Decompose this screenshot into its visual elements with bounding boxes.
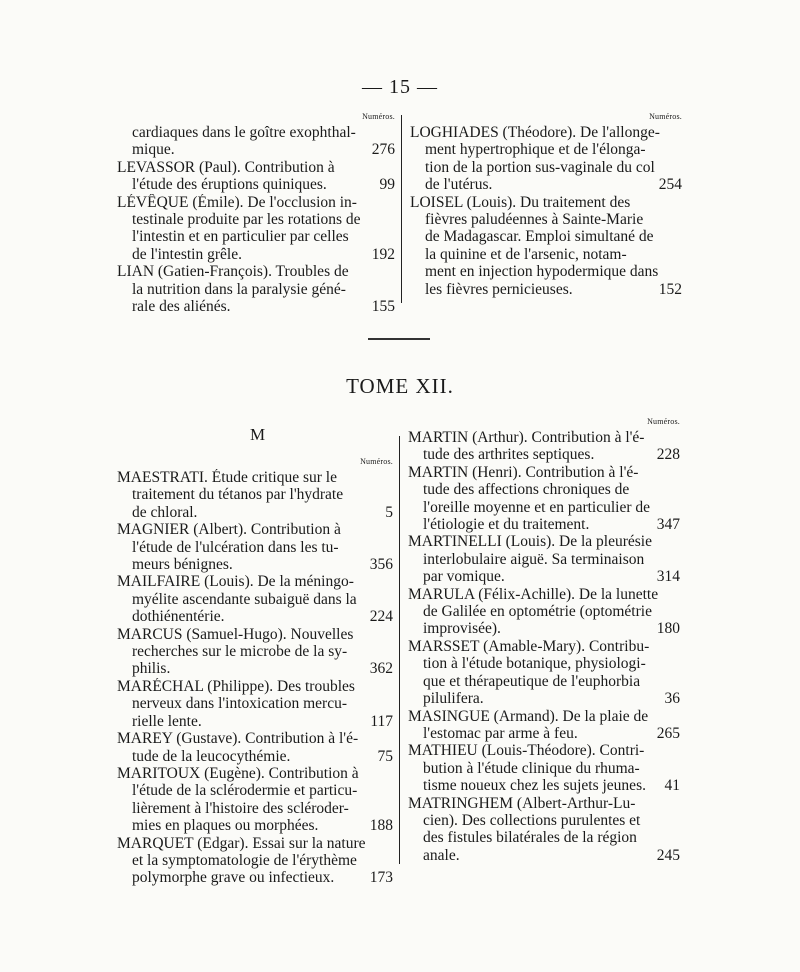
entry-line: LOGHIADES (Théodore). De l'allonge- <box>410 124 660 141</box>
index-entry <box>117 521 393 573</box>
section-letter: M <box>250 425 266 444</box>
bottom-right-column <box>408 417 680 864</box>
entry-number: 155 <box>371 298 395 316</box>
entry-text: tude de la leucocythémie. <box>132 747 291 765</box>
entry-text: de l'intestin grêle. <box>132 245 242 263</box>
section-separator <box>368 338 430 340</box>
entry-line: que et thérapeutique de l'euphorbia <box>423 672 641 690</box>
entry-line: MASINGUE (Armand). De la plaie de <box>408 707 649 725</box>
entry-line: MARCUS (Samuel-Hugo). Nouvelles <box>117 625 354 643</box>
entry-text: mies en plaques ou morphées. <box>132 817 319 835</box>
entry-line: recherches sur le microbe de la sy- <box>132 643 348 661</box>
entry-number: 347 <box>656 516 680 534</box>
index-entry <box>117 263 395 315</box>
entry-text: meurs bénignes. <box>132 556 233 574</box>
numeros-header: Numéros. <box>360 457 393 466</box>
entry-text: mique. <box>132 141 175 159</box>
entry-last-line <box>117 556 393 573</box>
page-number: — 15 — <box>362 76 438 98</box>
bottom-left-column <box>117 457 393 887</box>
entry-last-line <box>117 141 395 158</box>
entry-last-line <box>117 869 393 886</box>
entry-last-line <box>408 620 680 637</box>
entry-number: 180 <box>656 620 680 638</box>
entry-last-line <box>117 246 395 263</box>
index-entry <box>117 678 393 730</box>
entry-text: de chloral. <box>132 503 198 521</box>
top-left-column <box>117 112 395 315</box>
entry-line: MARÉCHAL (Philippe). Des troubles <box>117 677 355 695</box>
entry-line: bution à l'étude clinique du rhuma- <box>423 759 640 777</box>
index-entry <box>117 835 393 887</box>
index-entry <box>408 742 680 794</box>
entry-last-line <box>117 713 393 730</box>
entry-line: de Madagascar. Emploi simultané de <box>425 228 654 246</box>
index-entry <box>117 573 393 625</box>
entry-last-line <box>410 281 682 298</box>
index-entry <box>117 765 393 835</box>
entry-number: 117 <box>370 712 393 730</box>
index-entry <box>117 469 393 521</box>
entry-line: fièvres paludéennes à Sainte-Marie <box>425 211 644 229</box>
entry-number: 254 <box>658 176 682 194</box>
entry-text: improvisée). <box>423 620 501 638</box>
entry-line: des fistules bilatérales de la région <box>423 829 637 847</box>
entry-line: LIAN (Gatien-François). Troubles de <box>117 263 349 281</box>
entry-number: 265 <box>656 724 680 742</box>
entry-last-line <box>117 298 395 315</box>
index-entry <box>117 730 393 765</box>
entry-text: dothiénentérie. <box>132 608 225 626</box>
entry-line: cien). Des collections purulentes et <box>423 811 641 829</box>
entry-text: philis. <box>132 660 171 678</box>
top-right-column <box>410 112 682 298</box>
entry-number: 75 <box>377 747 393 765</box>
index-entry <box>410 194 682 298</box>
entry-number: 99 <box>379 176 395 194</box>
entry-line: LEVASSOR (Paul). Contribution à <box>117 158 335 176</box>
entry-line: tion à l'étude botanique, physiologi- <box>423 655 646 673</box>
entry-line: ment en injection hypodermique dans <box>425 263 659 281</box>
entry-line: tude des affections chroniques de <box>423 481 630 499</box>
entry-line: l'oreille moyenne et en particulier de <box>423 498 651 516</box>
entry-line: l'étude de la sclérodermie et particu- <box>132 782 358 800</box>
entry-text: polymorphe grave ou infectieux. <box>132 869 335 887</box>
entry-line: de Galilée en optométrie (optométrie <box>423 603 652 621</box>
entry-line: la quinine et de l'arsenic, notam- <box>425 245 627 263</box>
entry-number: 228 <box>656 446 680 464</box>
entry-last-line <box>117 608 393 625</box>
entry-line: myélite ascendante subaiguë dans la <box>132 590 357 608</box>
entry-line: MARSSET (Amable-Mary). Contribu- <box>408 637 650 655</box>
entry-number: 356 <box>369 556 393 574</box>
entry-number: 276 <box>371 141 395 159</box>
entry-line: MARQUET (Edgar). Essai sur la nature <box>117 834 366 852</box>
entry-number: 245 <box>656 846 680 864</box>
entry-line: LÉVÊQUE (Émile). De l'occlusion in- <box>117 193 357 211</box>
index-entry <box>117 194 395 264</box>
numeros-header: Numéros. <box>649 112 682 121</box>
entry-line: nerveux dans l'intoxication mercu- <box>132 695 347 713</box>
entry-number: 224 <box>369 608 393 626</box>
entry-text: tisme noueux chez les sujets jeunes. <box>423 777 646 795</box>
entry-last-line <box>408 446 680 463</box>
entry-text: l'étiologie et du traitement. <box>423 516 590 534</box>
entry-number: 5 <box>385 503 393 521</box>
entry-last-line <box>408 690 680 707</box>
index-entry <box>408 429 680 464</box>
entry-line: cardiaques dans le goître exophthal- <box>132 124 356 141</box>
entry-number: 173 <box>369 869 393 887</box>
entry-text: pilulifera. <box>423 690 484 708</box>
entry-line: MARTIN (Arthur). Contribution à l'é- <box>408 429 645 446</box>
index-entry <box>408 533 680 585</box>
entry-line: lièrement à l'histoire des scléroder- <box>132 799 349 817</box>
entry-line: MATRINGHEM (Albert-Arthur-Lu- <box>408 794 636 812</box>
entry-last-line <box>408 847 680 864</box>
entry-line: l'intestin et en particulier par celles <box>132 228 349 246</box>
entry-line: et la symptomatologie de l'érythème <box>132 851 357 869</box>
index-entry <box>408 795 680 865</box>
entry-last-line <box>408 777 680 794</box>
column-divider-top <box>401 115 402 303</box>
entry-number: 188 <box>369 817 393 835</box>
entry-text: de l'utérus. <box>425 176 493 194</box>
entry-line: interlobulaire aiguë. Sa terminaison <box>423 550 645 568</box>
entry-line: MAGNIER (Albert). Contribution à <box>117 521 341 539</box>
entry-number: 36 <box>664 690 680 708</box>
entry-last-line <box>408 516 680 533</box>
index-entry <box>410 124 682 194</box>
column-divider-bottom <box>399 436 400 864</box>
entry-line: MATHIEU (Louis-Théodore). Contri- <box>408 742 645 760</box>
entry-text: tude des arthrites septiques. <box>423 446 595 464</box>
numeros-header: Numéros. <box>362 112 395 121</box>
index-entry <box>117 626 393 678</box>
entry-number: 362 <box>369 660 393 678</box>
entry-last-line <box>408 568 680 585</box>
entry-line: ment hypertrophique et de l'élonga- <box>425 141 646 159</box>
entry-line: MAREY (Gustave). Contribution à l'é- <box>117 730 359 748</box>
entry-last-line <box>117 748 393 765</box>
entry-text: anale. <box>423 846 460 864</box>
index-entry <box>117 159 395 194</box>
entry-last-line <box>117 660 393 677</box>
tome-title: TOME XII. <box>346 374 454 398</box>
entry-text: l'estomac par arme à feu. <box>423 724 578 742</box>
entry-text: par vomique. <box>423 568 505 586</box>
entry-text: les fièvres pernicieuses. <box>425 280 573 298</box>
entry-text: rale des aliénés. <box>132 298 231 316</box>
entry-line: MAILFAIRE (Louis). De la méningo- <box>117 573 354 591</box>
entry-text: l'étude des éruptions quiniques. <box>132 176 327 194</box>
entry-line: MARITOUX (Eugène). Contribution à <box>117 764 359 782</box>
entry-line: MARTINELLI (Louis). De la pleurésie <box>408 533 652 551</box>
index-entry <box>408 708 680 743</box>
entry-last-line <box>410 176 682 193</box>
entry-text: rielle lente. <box>132 712 202 730</box>
index-entry <box>408 464 680 534</box>
entry-line: testinale produite par les rotations de <box>132 211 361 229</box>
entry-line: MARTIN (Henri). Contribution à l'é- <box>408 463 639 481</box>
index-entry <box>408 638 680 708</box>
entry-number: 41 <box>664 777 680 795</box>
entry-number: 192 <box>371 245 395 263</box>
entry-number: 152 <box>658 280 682 298</box>
entry-line: traitement du tétanos par l'hydrate <box>132 486 344 504</box>
entry-line: la nutrition dans la paralysie géné- <box>132 280 346 298</box>
entry-line: MARULA (Félix-Achille). De la lunette <box>408 585 659 603</box>
entry-line: LOISEL (Louis). Du traitement des <box>410 193 631 211</box>
entry-last-line <box>117 504 393 521</box>
entry-number: 314 <box>656 568 680 586</box>
index-entry <box>408 586 680 638</box>
entry-line: MAESTRATI. Étude critique sur le <box>117 469 337 486</box>
numeros-header: Numéros. <box>647 417 680 426</box>
index-entry <box>117 124 395 159</box>
entry-line: l'étude de l'ulcération dans les tu- <box>132 538 339 556</box>
entry-line: tion de la portion sus-vaginale du col <box>425 158 655 176</box>
entry-last-line <box>117 176 395 193</box>
entry-last-line <box>408 725 680 742</box>
entry-last-line <box>117 817 393 834</box>
